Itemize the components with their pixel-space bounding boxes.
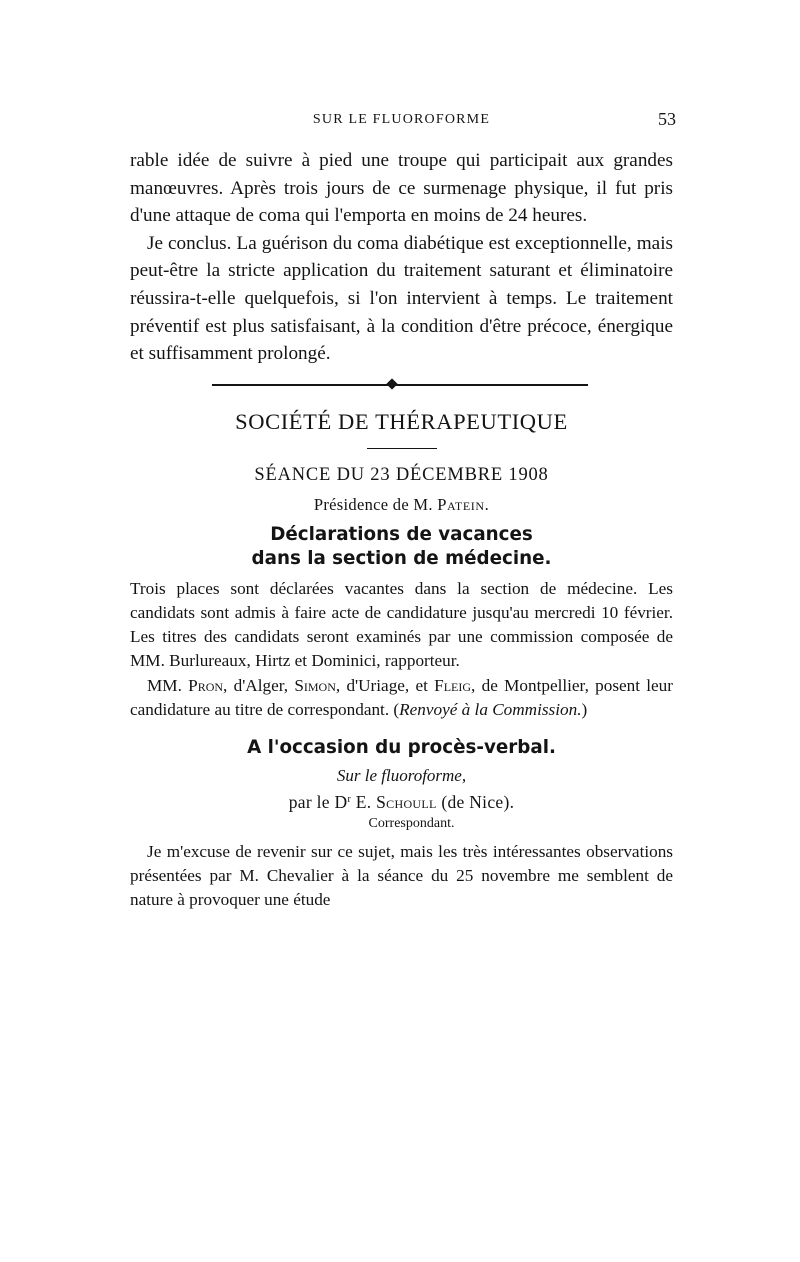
section-heading-line-1: Déclarations de vacances	[270, 523, 533, 545]
author-role: Correspondant.	[368, 815, 455, 831]
candidate-name: Fleig	[434, 675, 472, 695]
author-name: Schoull	[376, 791, 437, 812]
continued-paragraph-1: rable idée de suivre à pied une troupe qui participait aux grandes manœuvres. Après trois jours de ce surmenage physique, il fut pris d'une attaque de coma qui l'emporta en moins de 24 heures.	[130, 150, 673, 227]
presidence-line	[130, 495, 673, 515]
candidates-paragraph: MM. Pron, d'Alger, Simon, d'Uriage, et Fleig, de Montpellier, posent leur candidature au titre de correspondant. (Renvoyé à la Commission.)	[130, 675, 673, 719]
candidate-name: Pron	[188, 675, 224, 695]
continued-text	[130, 147, 673, 368]
section-heading-proces-verbal: A l'occasion du procès-verbal.	[247, 736, 556, 758]
divider-line	[212, 384, 588, 386]
seance-date: SÉANCE DU 23 DÉCEMBRE 1908	[254, 464, 549, 485]
running-head	[130, 108, 676, 134]
candidate-name: Simon	[294, 675, 336, 695]
book-page	[130, 108, 676, 913]
diamond-ornament-icon	[386, 378, 397, 389]
section-heading-line-2: dans la section de médecine.	[251, 547, 552, 569]
section-divider-ornament	[212, 378, 588, 392]
section-heading-vacancies	[130, 523, 673, 571]
article-paragraph: Je m'excuse de revenir sur ce sujet, mais les très intéressantes observations présentées par M. Chevalier à la séance du 25 novembre me semblent de nature à provoquer une étude	[130, 841, 673, 910]
presidence-suffix: .	[484, 494, 490, 514]
continued-paragraph-2: Je conclus. La guérison du coma diabétique est exceptionnelle, mais peut-être la stricte application du traitement saturant et éliminatoire réussira-t-elle quelquefois, si l'on intervient à temps. Le traitement préventif est plus satisfaisant, à la condition d'être précoce, énergique et suffisamment prolongé.	[130, 232, 673, 365]
vacancies-paragraph: Trois places sont déclarées vacantes dans la section de médecine. Les candidats sont admis à faire acte de candidature jusqu'au mercredi 10 février. Les titres des candidats seront examinés par une commission composée de MM. Burlureaux, Hirtz et Dominici, rapporteur.	[130, 578, 673, 671]
presidence-prefix: Présidence de M.	[313, 494, 438, 514]
referral-note: Renvoyé à la Commission.	[399, 699, 582, 719]
page-number: 53	[658, 109, 676, 129]
article-title: Sur le fluoroforme,	[336, 765, 467, 785]
society-heading: SOCIÉTÉ DE THÉRAPEUTIQUE	[235, 408, 568, 434]
short-rule	[367, 448, 437, 449]
running-head-title: SUR LE FLUOROFORME	[312, 112, 491, 127]
article-author: par le $D^r$ E. Schoull (de Nice).	[288, 791, 515, 812]
president-name: Patein	[437, 494, 485, 514]
